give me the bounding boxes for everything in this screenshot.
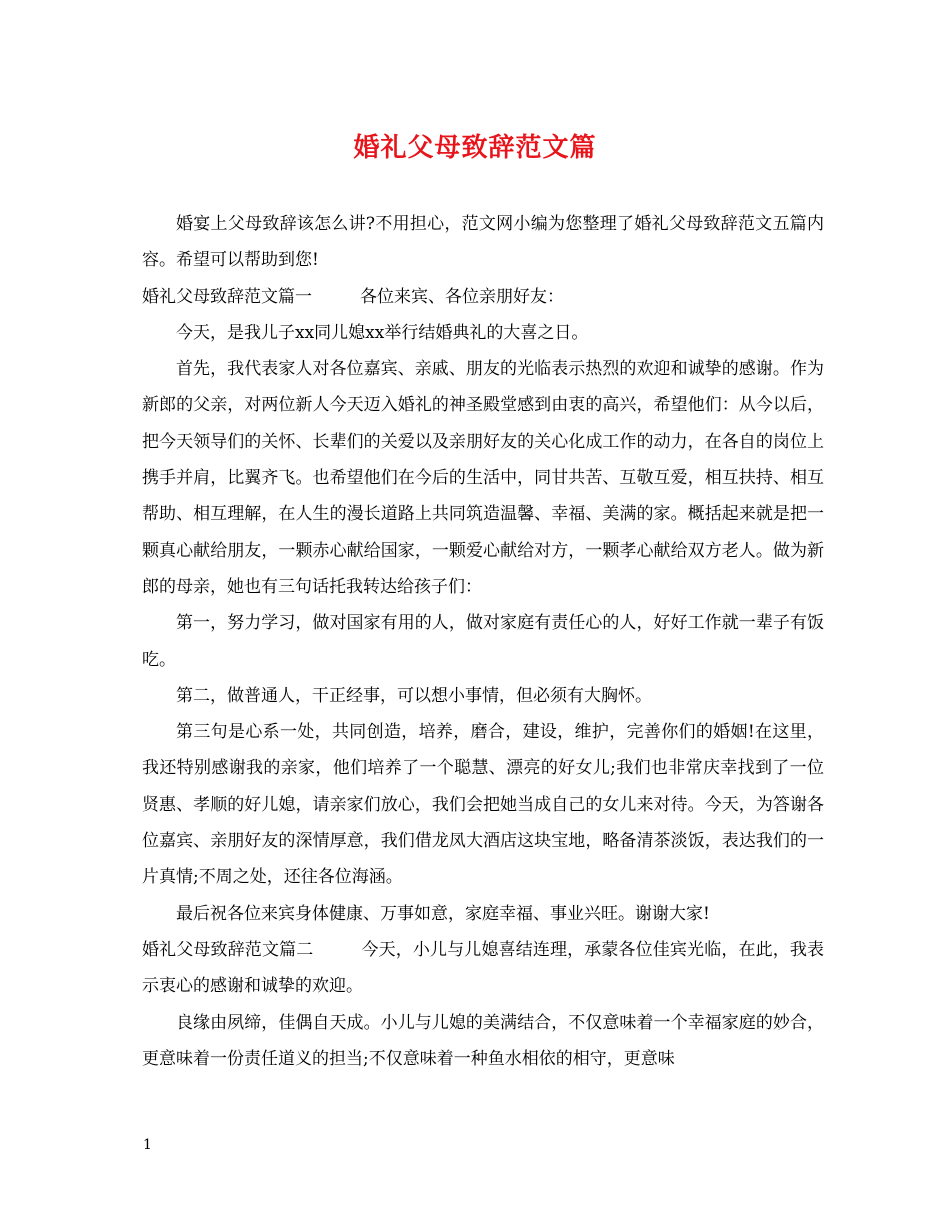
paragraph: 今天，是我儿子xx同儿媳xx举行结婚典礼的大喜之日。 (176, 322, 589, 343)
section-heading-1 (142, 279, 824, 315)
section-opening-2: 今天，小儿与儿媳喜结连理，承蒙各位佳宾光临，在此，我表示衷心的感谢和诚挚的欢迎。 (142, 939, 825, 997)
paragraph: 首先，我代表家人对各位嘉宾、亲戚、朋友的光临表示热烈的欢迎和诚挚的感谢。作为新郎的父亲，对两位新人今天迈入婚礼的神圣殿堂感到由衷的高兴，希望他们：从今以后，把今天领导们的关怀、长辈们的关爱以及亲朋好友的关心化成工作的动力，在各自的岗位上携手并肩，比翼齐飞。也希望他们在今后的生活中，同甘共苦、互敬互爱，相互扶持、相互帮助、相互理解，在人生的漫长道路上共同筑造温馨、幸福、美满的家。概括起来就是把一颗真心献给朋友，一颗赤心献给国家，一颗爱心献给对方，一颗孝心献给双方老人。做为新郎的母亲，她也有三句话托我转达给孩子们： (142, 359, 824, 597)
section-opening-1: 各位来宾、各位亲朋好友： (360, 286, 564, 307)
paragraph: 第三句是心系一处，共同创造，培养，磨合，建设，维护，完善你们的婚姻!在这里，我还特别感谢我的亲家，他们培养了一个聪慧、漂亮的好女儿;我们也非常庆幸找到了一位贤惠、孝顺的好儿媳，请亲家们放心，我们会把她当成自己的女儿来对待。今天，为答谢各位嘉宾、亲朋好友的深情厚意，我们借龙凤大酒店这块宝地，略备清茶淡饭，表达我们的一片真情;不周之处，还往各位海涵。 (142, 722, 824, 888)
section-label-1: 婚礼父母致辞范文篇一 (142, 286, 312, 307)
paragraph: 最后祝各位来宾身体健康、万事如意，家庭幸福、事业兴旺。谢谢大家! (176, 903, 710, 924)
document-body (142, 206, 824, 1077)
intro-paragraph: 婚宴上父母致辞该怎么讲?不用担心，范文网小编为您整理了婚礼父母致辞范文五篇内容。希望可以帮助到您! (142, 214, 824, 271)
section-label-2: 婚礼父母致辞范文篇二 (142, 939, 314, 960)
page-number: 1 (143, 1137, 152, 1153)
paragraph: 第二，做普通人，干正经事，可以想小事情，但必须有大胸怀。 (176, 685, 652, 706)
section-heading-2 (142, 932, 824, 1005)
document-title: 婚礼父母致辞范文篇 (353, 133, 597, 163)
paragraph: 第一，努力学习，做对国家有用的人，做对家庭有责任心的人，好好工作就一辈子有饭吃。 (142, 613, 824, 670)
paragraph: 良缘由夙缔，佳偶自天成。小儿与儿媳的美满结合，不仅意味着一个幸福家庭的妙合，更意味着一份责任道义的担当;不仅意味着一种鱼水相依的相守，更意味 (142, 1012, 824, 1069)
